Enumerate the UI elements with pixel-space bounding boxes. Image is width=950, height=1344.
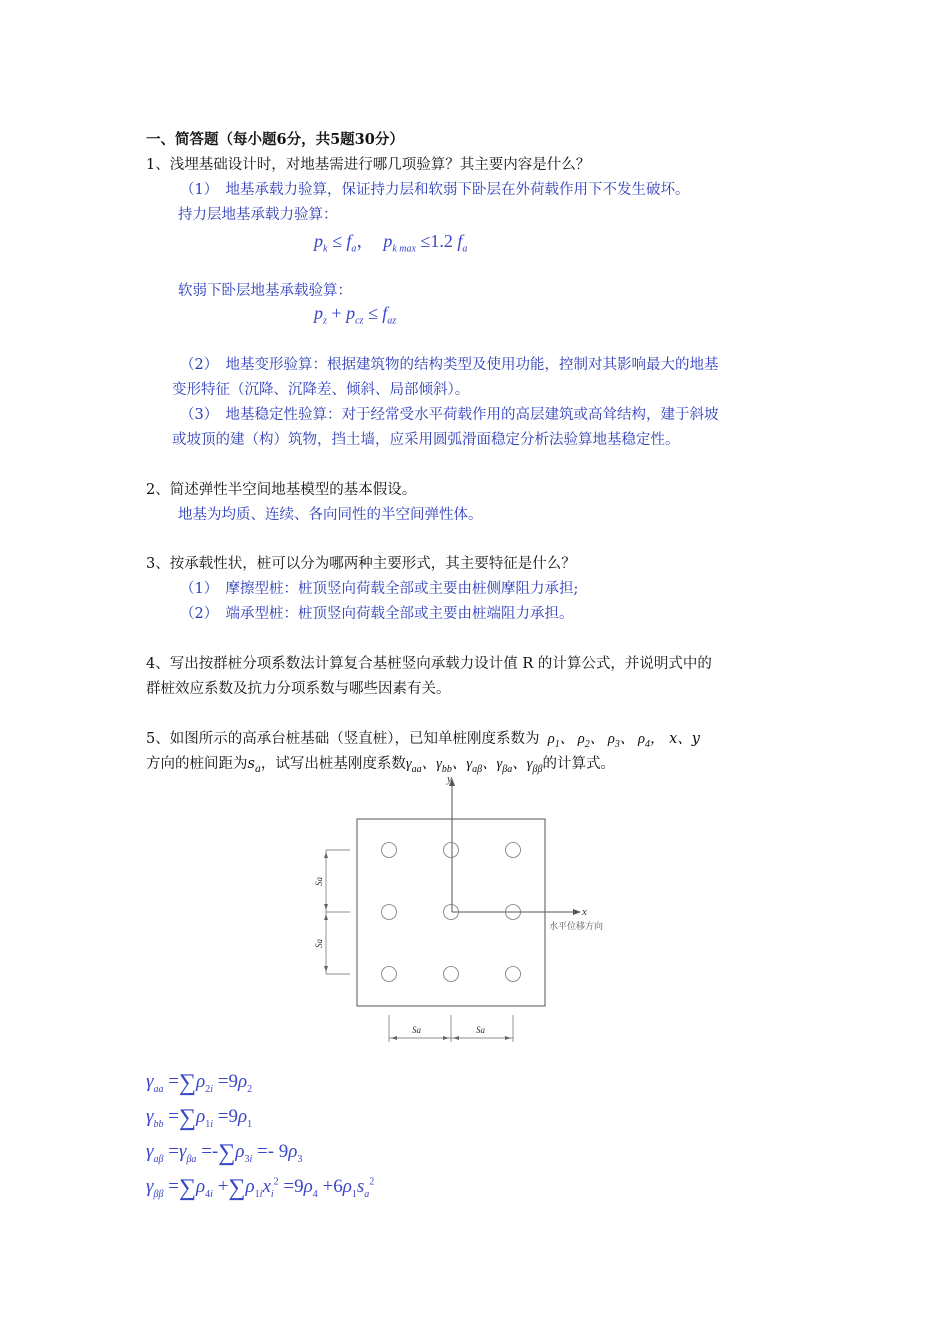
pile-circle: [506, 967, 521, 982]
pile-circle: [382, 843, 397, 858]
pile-circle: [444, 843, 459, 858]
section-title: 一、简答题（每小题6分，共5题30分）: [146, 131, 404, 148]
question-2: 2、简述弹性半空间地基模型的基本假设。: [146, 482, 417, 498]
formula-bearing-capacity: $p_k \le f_a$， $p_{k max} \le 1.2$ $f_a$: [314, 231, 468, 255]
pile-circle: [382, 967, 397, 982]
dimension-label-vertical-2: Sa: [314, 939, 324, 948]
formula-weak-layer: $p_z + p_{cz} \le f_{az}$: [314, 303, 397, 327]
question-4-line-2: 群桩效应系数及抗力分项系数与哪些因素有关。: [146, 681, 451, 697]
question-5-text-a: 5、如图所示的高承台桩基础（竖直桩），已知单桩刚度系数为: [146, 731, 540, 747]
y-axis-label: y: [447, 773, 452, 785]
answer-3-item-1: （1） 摩擦型桩：桩顶竖向荷载全部或主要由桩侧摩阻力承担;: [180, 581, 579, 597]
question-5-line-2: 方向的桩间距为$s_a$，试写出桩基刚度系数$\gamma_{aa}$、$\gamma_{bb}$、$\gamma_{a\beta}$、$\gamma_{\beta a}$、$\gamma_{\beta\beta}$的计算式。: [146, 756, 615, 775]
equation-gamma-bb-beta: $\gamma_{\beta\beta} =\sum\rho_{4i} +\sum\rho_{1i}x_i^2 =9\rho_4 +6\rho_1s_a^2$: [146, 1175, 375, 1201]
answer-1-item-2-line-2: 变形特征（沉降、沉降差、倾斜、局部倾斜）。: [172, 382, 470, 398]
question-5-text-b: x、y: [669, 731, 700, 747]
pile-circle: [444, 967, 459, 982]
answer-1-sub-label-weak-layer: 软弱下卧层地基承载验算：: [178, 283, 352, 299]
equation-gamma-bb: $\gamma_{bb} =\sum\rho_{1i} =9\rho_1$: [146, 1105, 253, 1131]
answer-1-item-3-line-2: 或坡顶的建（构）筑物，挡土墙，应采用圆弧滑面稳定分析法验算地基稳定性。: [172, 432, 680, 448]
question-5-text-e: 的计算式。: [542, 756, 615, 772]
pile-layout-diagram: [300, 772, 630, 1050]
answer-1-item-1: （1） 地基承载力验算，保证持力层和软弱下卧层在外荷载作用下不发生破坏。: [180, 182, 690, 198]
question-5-line-1: 5、如图所示的高承台桩基础（竖直桩），已知单桩刚度系数为 $\rho_1$、 $\rho_2$、 $\rho_3$、 $\rho_4$， x、y: [146, 731, 700, 750]
question-1: 1、浅埋基础设计时，对地基需进行哪几项验算？其主要内容是什么？: [146, 157, 591, 173]
pile-circle: [382, 905, 397, 920]
question-4-line-1: 4、写出按群桩分项系数法计算复合基桩竖向承载力设计值 R 的计算公式，并说明式中的: [146, 656, 712, 672]
dimension-label-vertical-1: Sa: [314, 877, 324, 886]
question-5-text-d: ，试写出桩基刚度系数: [260, 756, 406, 772]
horizontal-dimension: [389, 1015, 513, 1042]
vertical-dimension: [326, 850, 350, 974]
answer-1-sub-label-bearing: 持力层地基承载力验算：: [178, 207, 338, 223]
direction-label: 水平位移方向: [549, 921, 604, 931]
question-5-text-c: 方向的桩间距为: [146, 756, 248, 772]
answer-1-item-3-line-1: （3） 地基稳定性验算：对于经常受水平荷载作用的高层建筑或高耸结构，建于斜坡: [180, 407, 719, 423]
x-axis-arrow-icon: [573, 909, 581, 915]
equation-gamma-aa: $\gamma_{aa} =\sum\rho_{2i} =9\rho_2$: [146, 1070, 253, 1096]
dimension-label-horizontal-2: Sa: [476, 1025, 485, 1035]
question-3: 3、按承载性状，桩可以分为哪两种主要形式，其主要特征是什么？: [146, 556, 576, 572]
answer-2: 地基为均质、连续、各向同性的半空间弹性体。: [178, 507, 483, 523]
answer-3-item-2: （2） 端承型桩：桩顶竖向荷载全部或主要由桩端阻力承担。: [180, 606, 574, 622]
equation-gamma-ab: $\gamma_{a\beta} =\gamma_{\beta a} =-\sum\rho_{3i} =- 9\rho_3$: [146, 1140, 303, 1166]
pile-circle: [506, 843, 521, 858]
x-axis-label: x: [582, 906, 587, 918]
answer-1-item-2-line-1: （2） 地基变形验算：根据建筑物的结构类型及使用功能，控制对其影响最大的地基: [180, 357, 719, 373]
dimension-label-horizontal-1: Sa: [412, 1025, 421, 1035]
